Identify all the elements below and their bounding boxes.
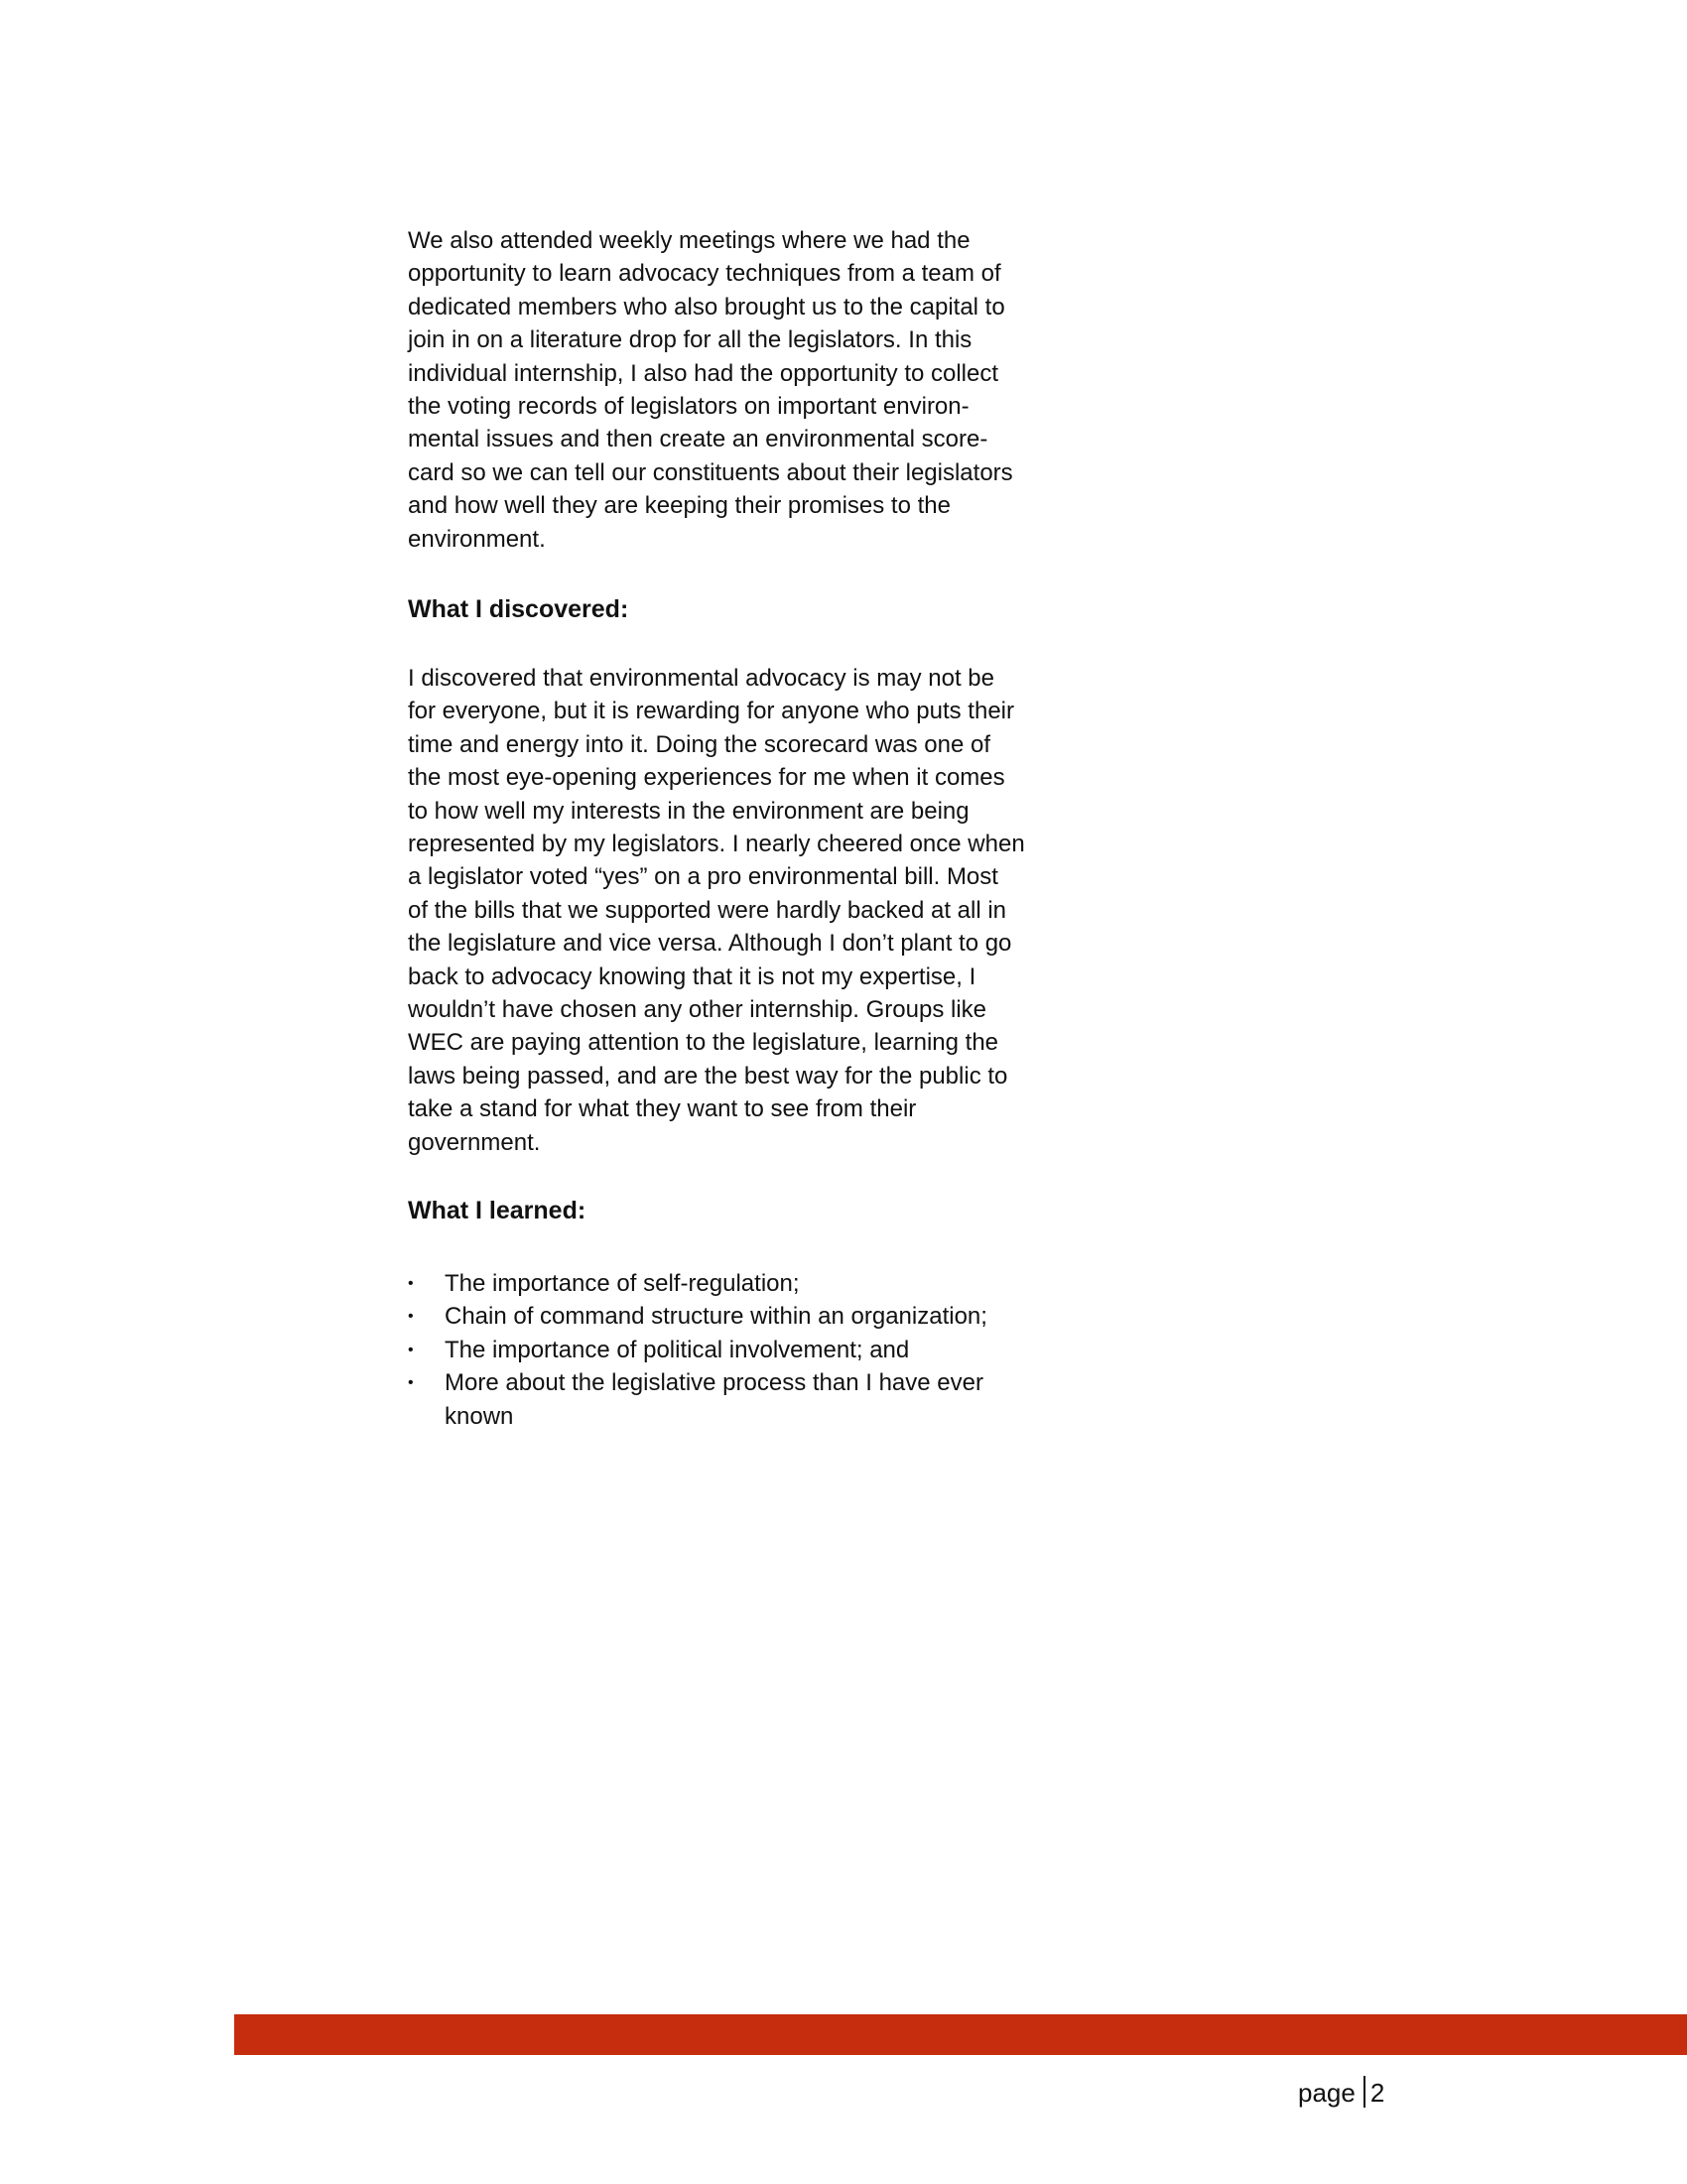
- list-item-text: The importance of self-regulation;: [445, 1270, 800, 1297]
- text-line: take a stand for what they want to see from their: [408, 1095, 917, 1123]
- bullet-icon: •: [408, 1275, 414, 1292]
- bullet-icon: •: [408, 1308, 414, 1326]
- footer-bar: [234, 2014, 1687, 2055]
- text-line: the voting records of legislators on important environ-: [408, 393, 970, 421]
- text-line: a legislator voted “yes” on a pro environmental bill. Most: [408, 863, 998, 891]
- heading-learned: What I learned:: [408, 1197, 586, 1224]
- list-item-text: Chain of command structure within an organization;: [445, 1303, 987, 1331]
- text-line: time and energy into it. Doing the scorecard was one of: [408, 730, 990, 758]
- text-line: dedicated members who also brought us to the capital to: [408, 293, 1005, 321]
- text-line: We also attended weekly meetings where we had the: [408, 227, 971, 254]
- list-item-text: known: [445, 1402, 514, 1430]
- heading-discovered: What I discovered:: [408, 595, 629, 623]
- text-line: to how well my interests in the environment are being: [408, 797, 970, 825]
- text-line: for everyone, but it is rewarding for anyone who puts their: [408, 698, 1014, 725]
- text-line: card so we can tell our constituents about their legislators: [408, 458, 1013, 486]
- text-line: opportunity to learn advocacy techniques from a team of: [408, 260, 1001, 288]
- text-line: WEC are paying attention to the legislature, learning the: [408, 1029, 999, 1057]
- paragraph-activities: [408, 224, 1013, 556]
- bullet-icon: •: [408, 1341, 414, 1358]
- text-line: represented by my legislators. I nearly cheered once when: [408, 831, 1025, 858]
- page-number: [1298, 2076, 1384, 2110]
- text-line: wouldn’t have chosen any other internship. Groups like: [408, 996, 987, 1024]
- text-line: I discovered that environmental advocacy is may not be: [408, 665, 994, 692]
- page-label: page: [1298, 2078, 1356, 2108]
- text-line: environment.: [408, 525, 546, 553]
- bullet-icon: •: [408, 1374, 414, 1392]
- text-line: mental issues and then create an environmental score-: [408, 426, 988, 453]
- text-line: join in on a literature drop for all the legislators. In this: [408, 326, 973, 354]
- learned-list: [408, 1267, 987, 1433]
- text-line: the most eye-opening experiences for me when it comes: [408, 764, 1005, 792]
- list-item-text: More about the legislative process than I have ever: [445, 1369, 983, 1397]
- paragraph-discovered: [408, 662, 1025, 1159]
- text-line: and how well they are keeping their promises to the: [408, 492, 951, 520]
- text-line: government.: [408, 1128, 541, 1156]
- list-item: [408, 1267, 987, 1300]
- list-item: [408, 1366, 987, 1433]
- text-line: of the bills that we supported were hardly backed at all in: [408, 896, 1007, 924]
- text-line: back to advocacy knowing that it is not my expertise, I: [408, 963, 976, 990]
- page-number-value: 2: [1369, 2078, 1385, 2108]
- text-line: the legislature and vice versa. Although I don’t plant to go: [408, 930, 1012, 958]
- list-item-text: The importance of political involvement; and: [445, 1336, 910, 1363]
- text-line: laws being passed, and are the best way for the public to: [408, 1062, 1008, 1090]
- text-line: individual internship, I also had the opportunity to collect: [408, 359, 999, 387]
- list-item: [408, 1300, 987, 1333]
- page-separator: [1363, 2076, 1365, 2108]
- list-item: [408, 1334, 987, 1366]
